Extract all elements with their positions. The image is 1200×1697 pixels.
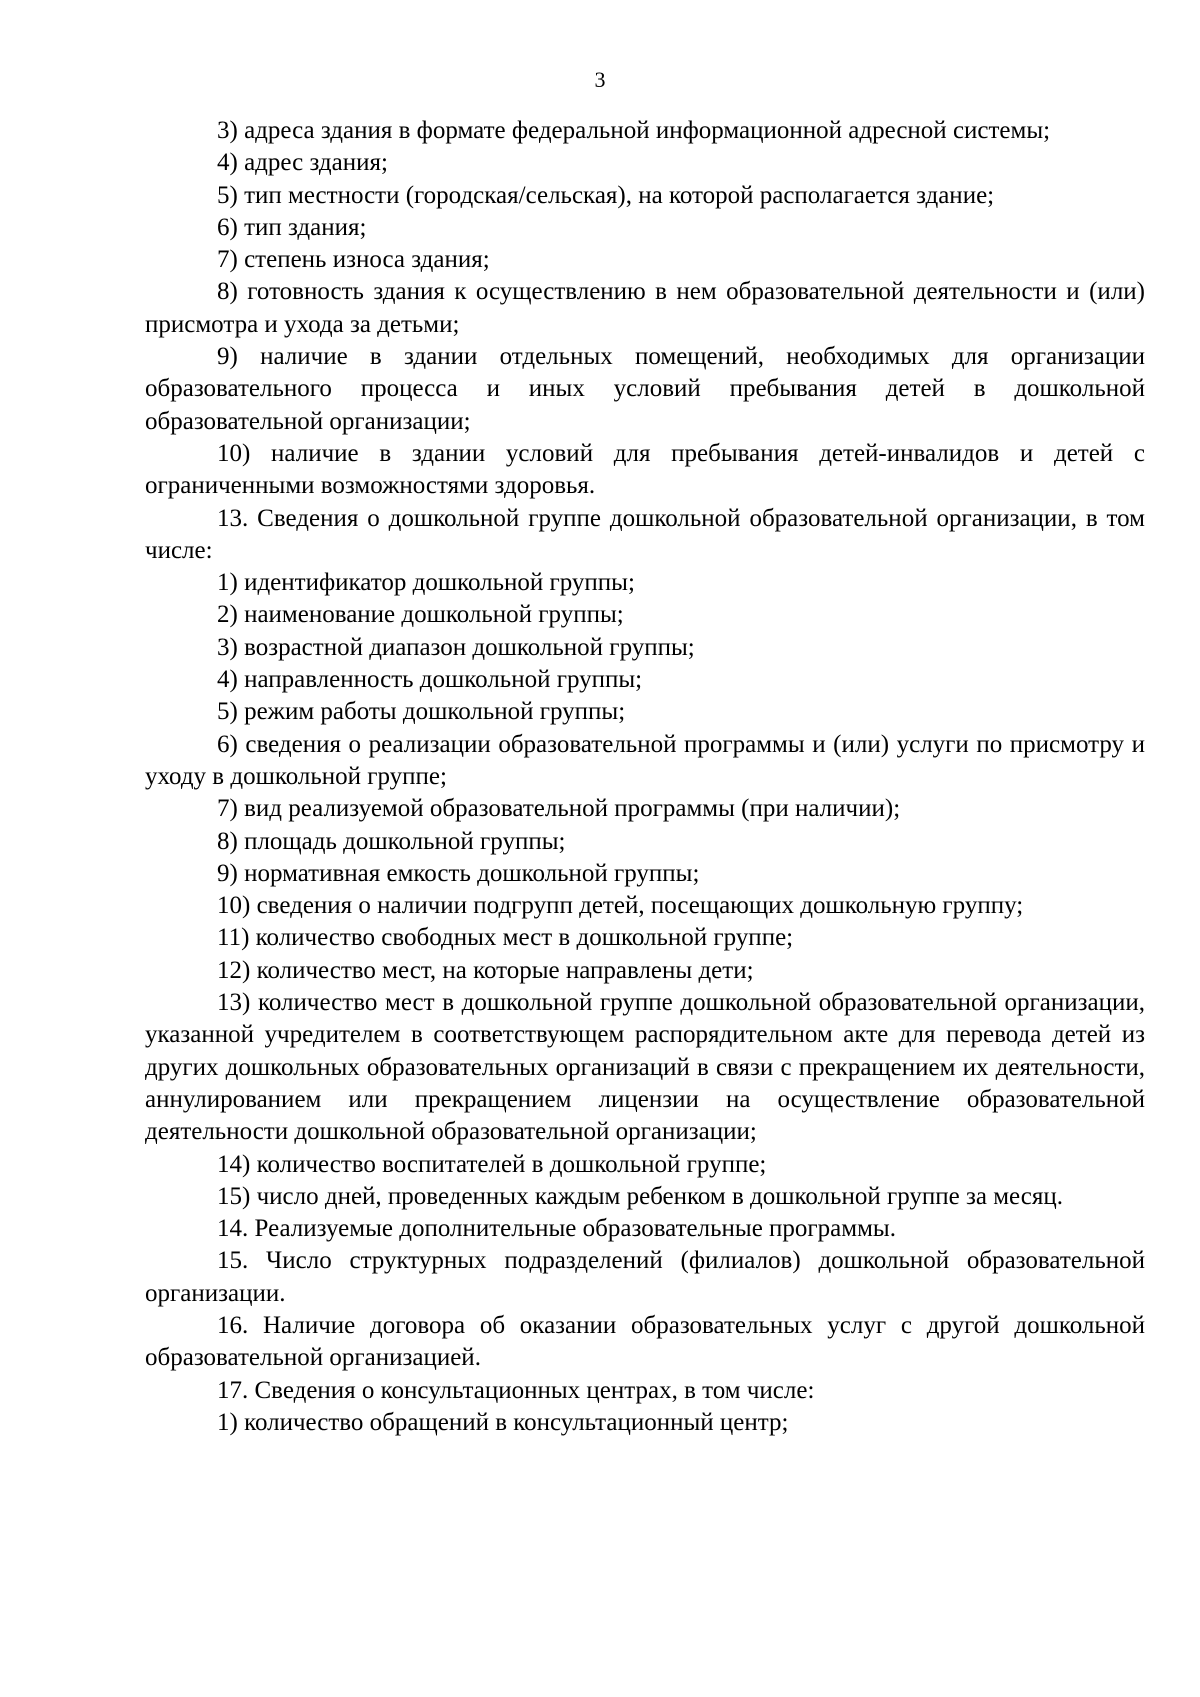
paragraph-building-address: 4) адрес здания; <box>217 149 388 177</box>
paragraph-section-13: 13. Сведения о дошкольной группе дошкольной образовательной организации, в том числе: <box>145 504 1145 564</box>
document-body <box>145 115 1145 1439</box>
paragraph-building-wear: 7) степень износа здания; <box>217 246 490 274</box>
paragraph-separate-rooms: 9) наличие в здании отдельных помещений, необходимых для организации образовательного процесса и иных условий пребывания детей в дошкольной образовательной организации; <box>145 343 1145 435</box>
paragraph-building-address-fias: 3) адреса здания в формате федеральной информационной адресной системы; <box>217 117 1051 144</box>
paragraph-group-name: 2) наименование дошкольной группы; <box>217 601 624 629</box>
paragraph-free-places: 11) количество свободных мест в дошкольной группе; <box>217 924 794 952</box>
paragraph-directed-places: 12) количество мест, на которые направлены дети; <box>217 956 754 984</box>
paragraph-group-capacity: 9) нормативная емкость дошкольной группы; <box>217 859 700 887</box>
paragraph-transfer-places: 13) количество мест в дошкольной группе дошкольной образовательной организации, указанной учредителем в соответствующем распорядительном акте для перевода детей из других дошкольных образовательных организаций в связи с прекращением их деятельности, аннулированием или прекращением лицензии на осуществление образовательной деятельности дошкольной образовательной организации; <box>145 989 1145 1146</box>
paragraph-group-orientation: 4) направленность дошкольной группы; <box>217 666 643 694</box>
paragraph-section-14: 14. Реализуемые дополнительные образовательные программы. <box>217 1215 896 1243</box>
paragraph-educators-count: 14) количество воспитателей в дошкольной группе; <box>217 1150 767 1178</box>
page-number: 3 <box>594 67 606 92</box>
paragraph-disabled-conditions: 10) наличие в здании условий для пребывания детей-инвалидов и детей с ограниченными возможностями здоровья. <box>145 439 1145 500</box>
paragraph-section-15: 15. Число структурных подразделений (филиалов) дошкольной образовательной организации. <box>145 1247 1145 1307</box>
paragraph-group-area: 8) площадь дошкольной группы; <box>217 827 566 855</box>
paragraph-subgroups: 10) сведения о наличии подгрупп детей, посещающих дошкольную группу; <box>217 892 1024 920</box>
paragraph-section-17: 17. Сведения о консультационных центрах, в том числе: <box>217 1376 815 1404</box>
paragraph-program-kind: 7) вид реализуемой образовательной программы (при наличии); <box>217 795 901 823</box>
paragraph-consultation-requests: 1) количество обращений в консультационный центр; <box>217 1408 789 1436</box>
paragraph-group-id: 1) идентификатор дошкольной группы; <box>217 569 635 597</box>
paragraph-attendance-days: 15) число дней, проведенных каждым ребенком в дошкольной группе за месяц. <box>217 1182 1063 1210</box>
paragraph-program-implementation: 6) сведения о реализации образовательной программы и (или) услуги по присмотру и уходу в дошкольной группе; <box>145 730 1145 790</box>
paragraph-building-type: 6) тип здания; <box>217 213 367 241</box>
paragraph-group-schedule: 5) режим работы дошкольной группы; <box>217 698 626 726</box>
paragraph-locality-type: 5) тип местности (городская/сельская), на которой располагается здание; <box>217 181 995 209</box>
paragraph-section-16: 16. Наличие договора об оказании образовательных услуг с другой дошкольной образовательной организацией. <box>145 1311 1145 1372</box>
paragraph-building-readiness: 8) готовность здания к осуществлению в нем образовательной деятельности и (или) присмотра и ухода за детьми; <box>145 278 1145 338</box>
paragraph-group-age-range: 3) возрастной диапазон дошкольной группы; <box>217 633 695 661</box>
